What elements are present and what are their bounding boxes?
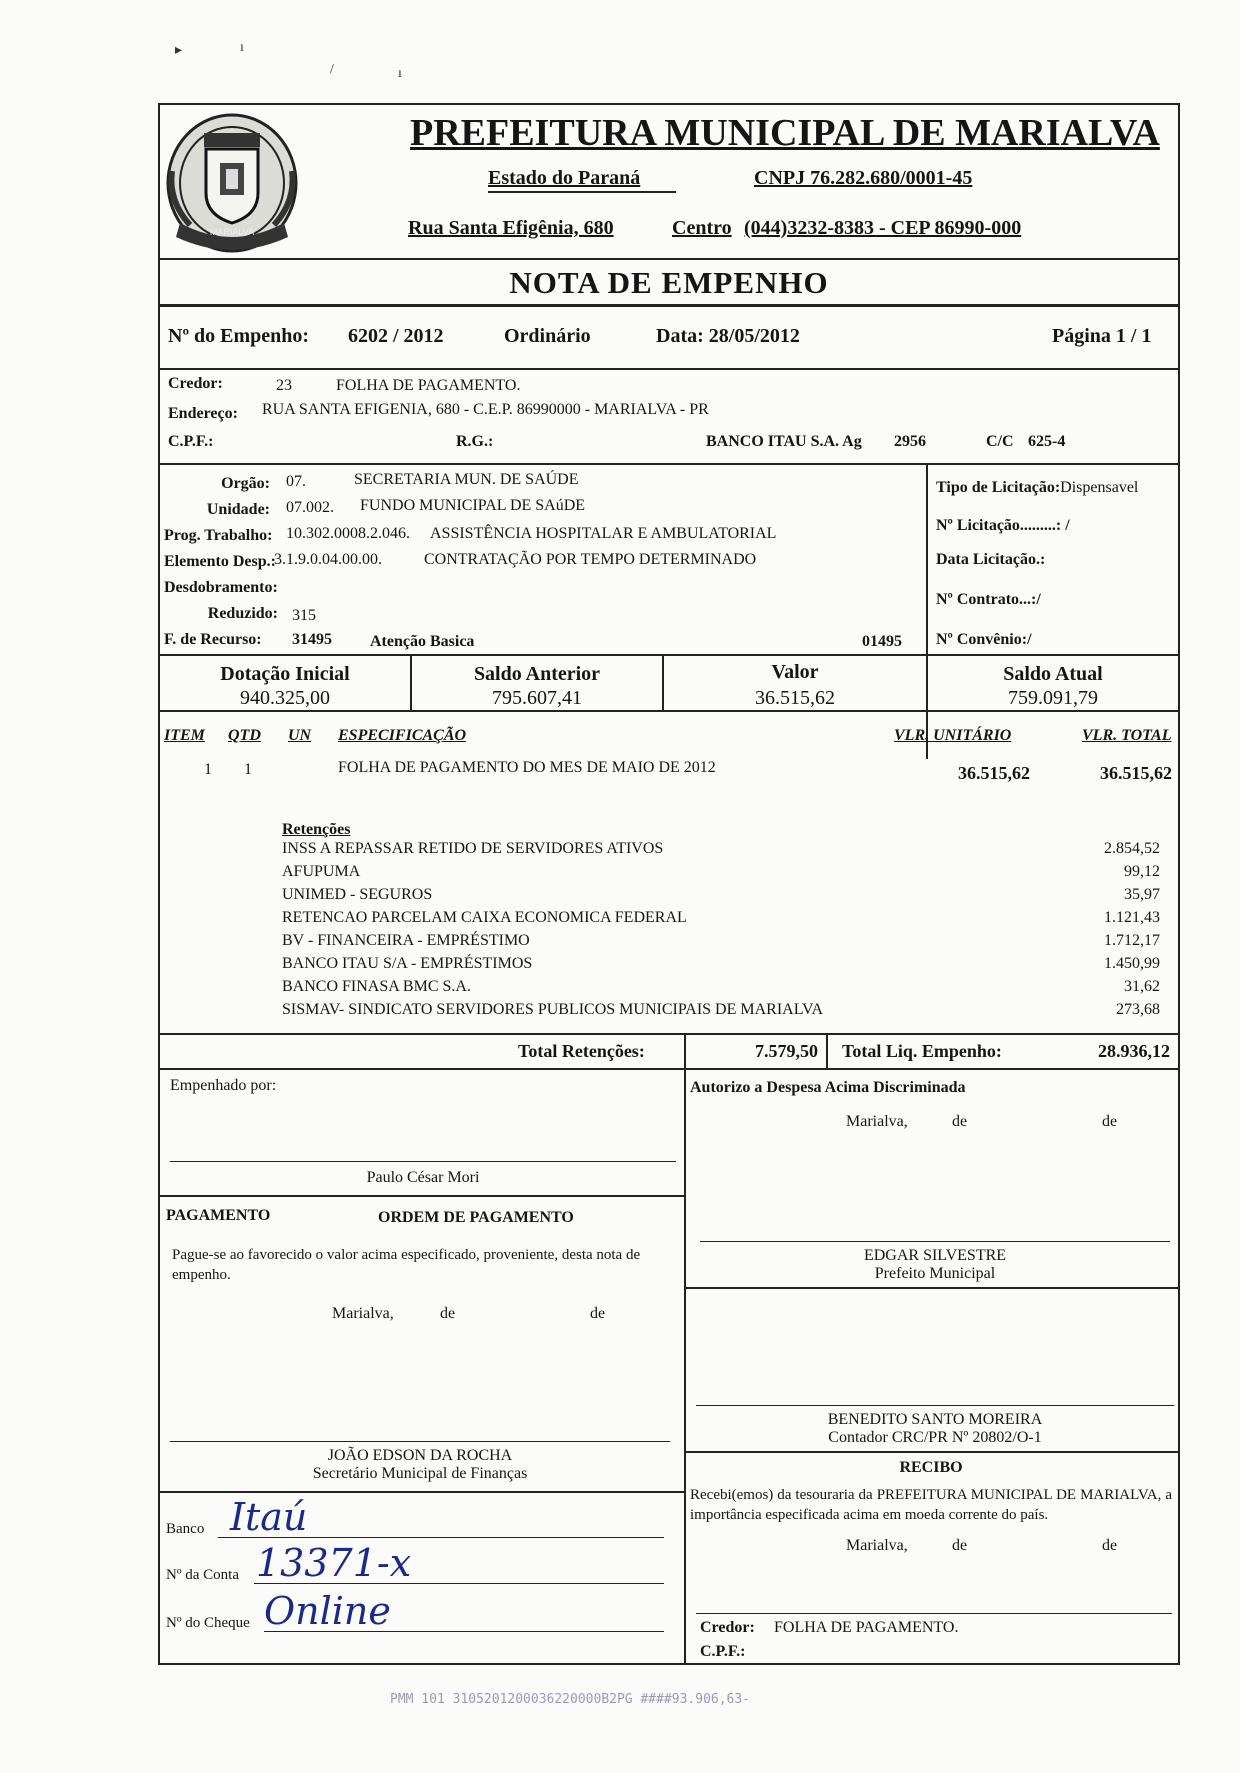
total-retencoes-label: Total Retenções: [518, 1041, 645, 1061]
signature-line [170, 1161, 676, 1162]
conta-label: Nº da Conta [166, 1567, 239, 1583]
elemento-name: CONTRATAÇÃO POR TEMPO DETERMINADO [424, 551, 757, 568]
credor-code: 23 [276, 377, 292, 394]
item-description: FOLHA DE PAGAMENTO DO MES DE MAIO DE 2012 [338, 759, 716, 776]
city: Marialva, [846, 1537, 908, 1554]
retencoes-title: Retenções [282, 821, 351, 838]
col-item: ITEM [164, 727, 205, 744]
signature-line [170, 1441, 670, 1442]
divider [160, 1068, 1178, 1070]
item-unit-value: 36.515,62 [958, 763, 1030, 783]
phone-cep: (044)3232-8383 - CEP 86990-000 [744, 217, 1022, 239]
secretario-name: JOÃO EDSON DA ROCHA [327, 1447, 513, 1464]
divider [160, 258, 1178, 260]
district: Centro [672, 217, 732, 239]
underline [488, 191, 676, 193]
retencao-desc: INSS A REPASSAR RETIDO DE SERVIDORES ATIVOS [282, 840, 664, 857]
scan-mark: ı [240, 40, 244, 55]
retencao-desc: UNIMED - SEGUROS [282, 886, 433, 903]
divider [684, 1033, 686, 1069]
elemento-label: Elemento Desp.: [164, 553, 276, 570]
empenhado-name: Paulo César Mori [366, 1169, 480, 1186]
address-label: Endereço: [168, 405, 238, 422]
recurso-code: 31495 [292, 631, 332, 648]
total-liquido-value: 28.936,12 [1098, 1041, 1170, 1061]
recibo-cpf-label: C.P.F.: [700, 1643, 746, 1660]
city: Marialva, [846, 1113, 908, 1130]
page-title: PREFEITURA MUNICIPAL DE MARIALVA [410, 112, 1160, 154]
divider [160, 654, 1178, 656]
divider [160, 304, 1178, 307]
ordem-pagamento-label: ORDEM DE PAGAMENTO [378, 1209, 574, 1226]
credor-label: Credor: [168, 375, 223, 392]
dotacao-value: 940.325,00 [240, 687, 330, 709]
banco-handwritten: Itaú [230, 1495, 308, 1539]
date-de: de [952, 1113, 968, 1130]
divider [684, 1068, 686, 1665]
prog-code: 10.302.0008.2.046. [286, 525, 410, 542]
retencao-value: 1.121,43 [1104, 909, 1160, 926]
orgao-code: 07. [286, 473, 306, 490]
recibo-title: RECIBO [899, 1459, 963, 1476]
state-name: Estado do Paraná [488, 167, 641, 189]
municipal-seal [162, 111, 302, 259]
col-qtd: QTD [228, 727, 261, 744]
cnpj: CNPJ 76.282.680/0001-45 [754, 167, 973, 189]
elemento-code: 3.1.9.0.04.00.00. [274, 551, 382, 568]
total-liquido-label: Total Liq. Empenho: [842, 1041, 1002, 1061]
retencao-value: 1.712,17 [1104, 932, 1160, 949]
divider [160, 710, 1178, 712]
retencao-desc: BANCO ITAU S/A - EMPRÉSTIMOS [282, 955, 533, 972]
valor-value: 36.515,62 [755, 687, 835, 709]
conta-handwritten: 13371-x [256, 1541, 412, 1585]
empenho-date: Data: 28/05/2012 [656, 325, 800, 347]
convenio-number: Nº Convênio:/ [936, 631, 1032, 648]
scan-mark: ı [398, 66, 402, 81]
cc-number: 625-4 [1028, 433, 1066, 450]
document-frame [158, 103, 1180, 1665]
divider [826, 1033, 828, 1069]
licitacao-number: Nº Licitação.........: / [936, 517, 1070, 534]
divider [926, 463, 928, 759]
saldo-anterior-label: Saldo Anterior [473, 663, 601, 685]
divider [160, 463, 1178, 465]
orgao-label: Orgão: [221, 475, 270, 492]
banco-label: Banco [166, 1521, 205, 1537]
empenho-kind: Ordinário [504, 325, 591, 347]
unidade-label: Unidade: [206, 501, 270, 518]
reduzido-label: Reduzido: [207, 605, 278, 622]
credor-address: RUA SANTA EFIGENIA, 680 - C.E.P. 86990000 - MARIALVA - PR [262, 401, 709, 418]
prog-name: ASSISTÊNCIA HOSPITALAR E AMBULATORIAL [430, 525, 777, 542]
rg-label: R.G.: [456, 433, 494, 450]
bank-agency: 2956 [894, 433, 926, 450]
retencao-value: 99,12 [1124, 863, 1160, 880]
dotacao-label: Dotação Inicial [220, 663, 350, 685]
divider [160, 1033, 1178, 1035]
date-de: de [952, 1537, 968, 1554]
recibo-credor-label: Credor: [700, 1619, 755, 1636]
scan-mark: / [330, 62, 334, 77]
signature-line [700, 1241, 1170, 1242]
unidade-code: 07.002. [286, 499, 334, 516]
recibo-text: Recebi(emos) da tesouraria da PREFEITURA MUNICIPAL DE MARIALVA, a importância especificada acima em moeda corrente do país. [690, 1487, 1172, 1523]
cheque-label: Nº do Cheque [166, 1615, 250, 1631]
col-un: UN [288, 727, 312, 744]
divider [160, 368, 1178, 370]
scan-mark: ▸ [175, 43, 183, 58]
divider [684, 1451, 1178, 1453]
reduzido-value: 315 [292, 607, 316, 624]
tipo-licitacao-label: Tipo de Licitação:Dispensavel [936, 479, 1139, 496]
desdobramento-label: Desdobramento: [164, 579, 278, 596]
contrato-number: Nº Contrato...:/ [936, 591, 1041, 608]
recurso-name: Atenção Basica [370, 633, 475, 650]
pagamento-label: PAGAMENTO [166, 1207, 271, 1224]
col-especificacao: ESPECIFICAÇÃO [338, 727, 467, 744]
retencao-desc: AFUPUMA [282, 863, 361, 880]
saldo-anterior-value: 795.607,41 [492, 687, 582, 709]
retencao-value: 31,62 [1124, 978, 1160, 995]
seal-label: MARIALVA [209, 227, 255, 237]
saldo-atual-value: 759.091,79 [1008, 687, 1098, 709]
retencao-value: 2.854,52 [1104, 840, 1160, 857]
contador-name: BENEDITO SANTO MOREIRA [827, 1411, 1043, 1428]
page-number: Página 1 / 1 [1052, 325, 1152, 347]
retencao-desc: BANCO FINASA BMC S.A. [282, 978, 471, 995]
valor-label: Valor [771, 661, 819, 683]
total-retencoes-value: 7.579,50 [755, 1041, 818, 1061]
divider [684, 1287, 1178, 1289]
date-de: de [440, 1305, 456, 1322]
cc-label: C/C [986, 433, 1014, 450]
secretario-role: Secretário Municipal de Finanças [312, 1465, 528, 1482]
divider [160, 1195, 684, 1197]
recibo-credor-name: FOLHA DE PAGAMENTO. [774, 1619, 959, 1636]
col-valor-total: VLR. TOTAL [1082, 727, 1172, 744]
pagamento-text: Pague-se ao favorecido o valor acima especificado, proveniente, desta nota de empenho. [172, 1247, 641, 1283]
bank-name: BANCO ITAU S.A. Ag [706, 433, 862, 450]
item-number: 1 [204, 761, 212, 778]
date-de: de [1102, 1537, 1118, 1554]
item-total-value: 36.515,62 [1100, 763, 1172, 783]
prog-label: Prog. Trabalho: [164, 527, 273, 544]
autorizo-label: Autorizo a Despesa Acima Discriminada [690, 1079, 966, 1096]
recurso-number: 01495 [862, 633, 902, 650]
licitacao-date: Data Licitação.: [936, 551, 1046, 568]
empenho-number: 6202 / 2012 [348, 325, 444, 347]
address: Rua Santa Efigênia, 680 [408, 217, 614, 239]
signature-line [696, 1405, 1174, 1406]
divider [160, 1491, 684, 1493]
orgao-name: SECRETARIA MUN. DE SAÚDE [354, 471, 579, 488]
city: Marialva, [332, 1305, 394, 1322]
credor-name: FOLHA DE PAGAMENTO. [336, 377, 521, 394]
empenhado-label: Empenhado por: [170, 1077, 277, 1094]
contador-role: Contador CRC/PR Nº 20802/O-1 [828, 1429, 1042, 1446]
retencao-desc: BV - FINANCEIRA - EMPRÉSTIMO [282, 932, 530, 949]
col-valor-unitario: VLR. UNITÁRIO [894, 727, 1012, 744]
retencao-desc: SISMAV- SINDICATO SERVIDORES PUBLICOS MUNICIPAIS DE MARIALVA [282, 1001, 824, 1018]
unidade-name: FUNDO MUNICIPAL DE SAúDE [360, 497, 586, 514]
recurso-label: F. de Recurso: [164, 631, 262, 648]
footer-code: PMM 101 3105201200036220000B2PG ####93.906,63- [390, 1692, 751, 1707]
prefeito-name: EDGAR SILVESTRE [863, 1247, 1007, 1264]
retencao-desc: RETENCAO PARCELAM CAIXA ECONOMICA FEDERAL [282, 909, 687, 926]
date-de: de [1102, 1113, 1118, 1130]
item-qty: 1 [244, 761, 252, 778]
prefeito-role: Prefeito Municipal [874, 1265, 996, 1282]
signature-line [696, 1613, 1172, 1614]
date-de: de [590, 1305, 606, 1322]
retencao-value: 1.450,99 [1104, 955, 1160, 972]
document-title: NOTA DE EMPENHO [509, 265, 829, 300]
retencao-value: 35,97 [1124, 886, 1160, 903]
cheque-handwritten: Online [264, 1589, 391, 1633]
empenho-number-label: Nº do Empenho: [168, 325, 310, 347]
retencao-value: 273,68 [1116, 1001, 1160, 1018]
saldo-atual-label: Saldo Atual [1003, 663, 1103, 685]
cpf-label: C.P.F.: [168, 433, 214, 450]
